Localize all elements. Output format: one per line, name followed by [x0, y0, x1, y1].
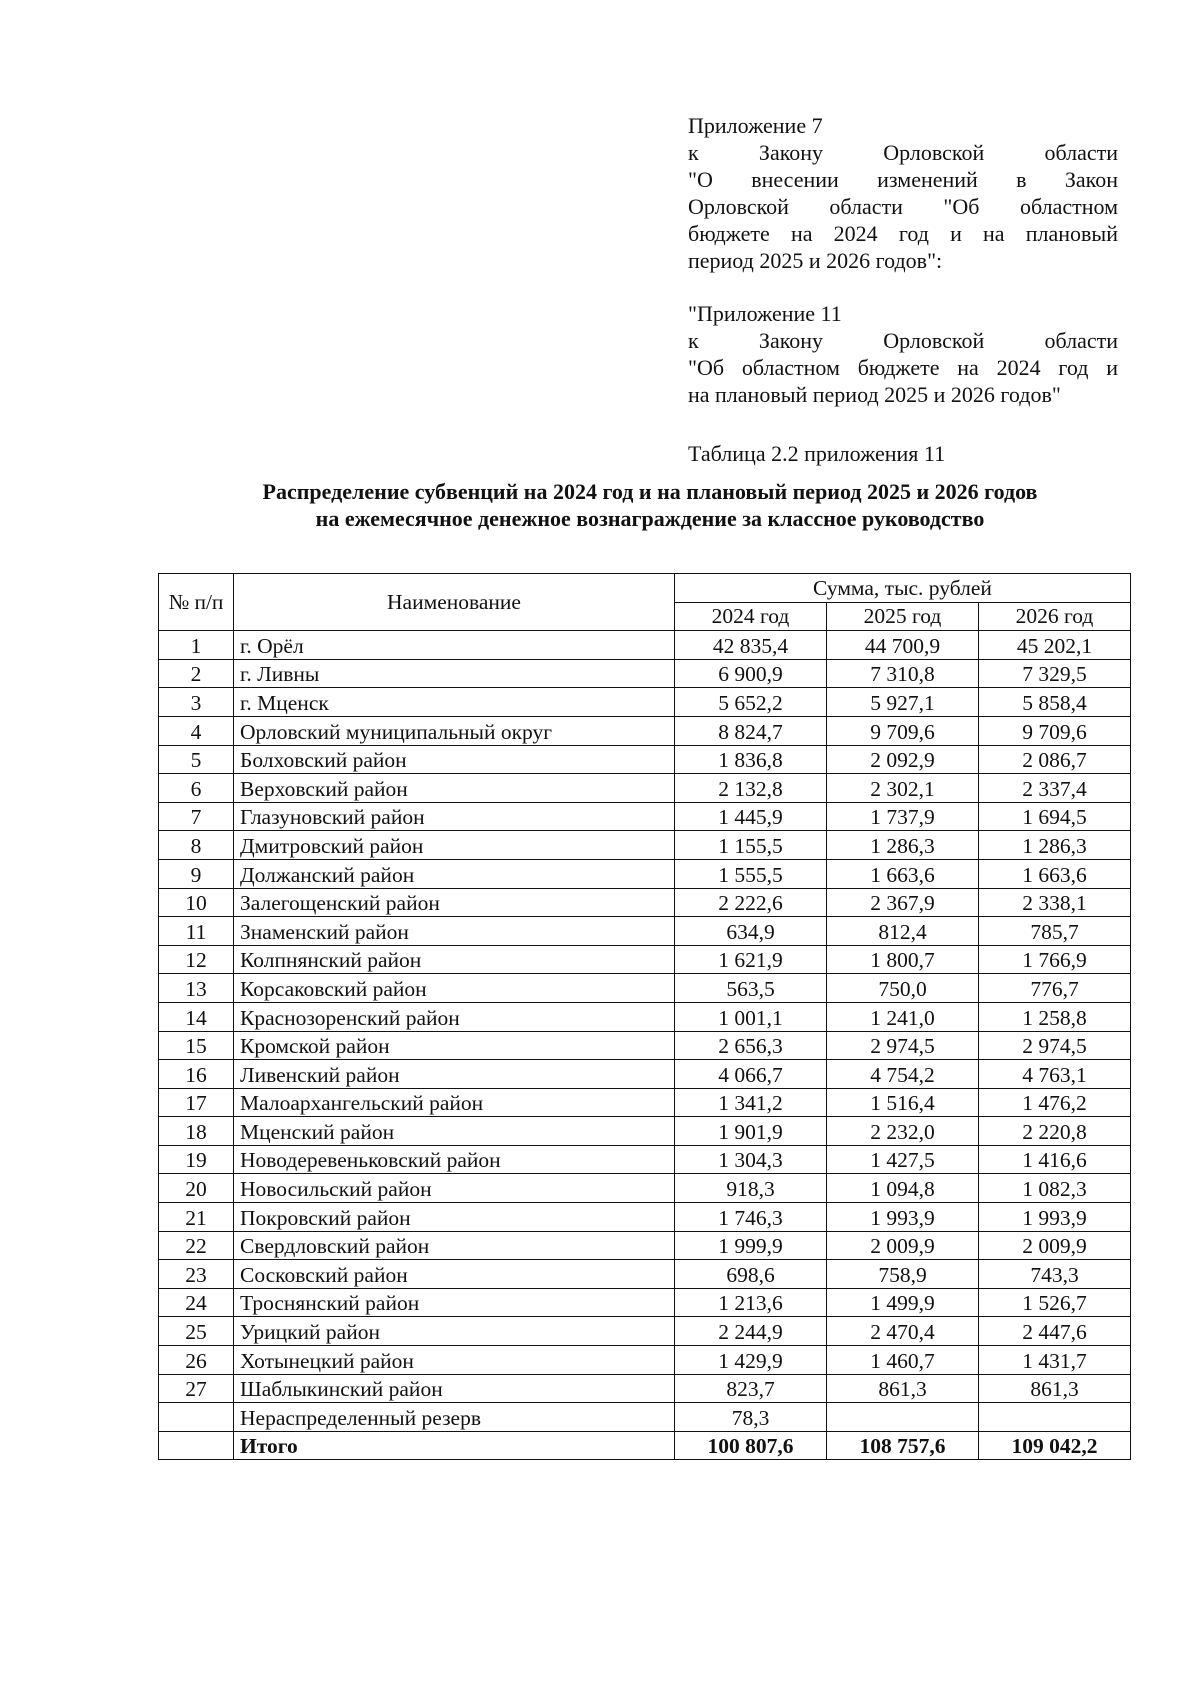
row-number: 3: [159, 688, 234, 717]
sum-2026: 1 526,7: [979, 1288, 1131, 1317]
row-number: 11: [159, 917, 234, 946]
sum-2024: 563,5: [675, 974, 827, 1003]
table-row: [159, 1174, 1131, 1203]
sum-2024: 1 746,3: [675, 1203, 827, 1232]
annex-line: период 2025 и 2026 годов":: [688, 248, 943, 273]
sum-2024: 1 555,5: [675, 859, 827, 888]
municipality-name: Верховский район: [234, 774, 675, 803]
header-year-2026: 2026 год: [979, 602, 1131, 631]
sum-2024: 2 244,9: [675, 1317, 827, 1346]
table-row: [159, 1088, 1131, 1117]
row-number: 12: [159, 945, 234, 974]
table-row: [159, 1231, 1131, 1260]
sum-2025: 2 367,9: [827, 888, 979, 917]
table-row: [159, 1374, 1131, 1403]
sum-2024: 42 835,4: [675, 631, 827, 660]
sum-2025: 861,3: [827, 1374, 979, 1403]
header-row: [159, 574, 1131, 603]
table-row: [159, 716, 1131, 745]
table-row: [159, 1060, 1131, 1089]
table-row: [159, 1203, 1131, 1232]
row-number: 22: [159, 1231, 234, 1260]
row-number: 18: [159, 1117, 234, 1146]
table-row: [159, 945, 1131, 974]
header-year-2025: 2025 год: [827, 602, 979, 631]
municipality-name: г. Орёл: [234, 631, 675, 660]
sum-2024: 2 656,3: [675, 1031, 827, 1060]
sum-2025: 1 800,7: [827, 945, 979, 974]
sum-2026: 9 709,6: [979, 716, 1131, 745]
municipality-name: Мценский район: [234, 1117, 675, 1146]
sum-2025: 2 470,4: [827, 1317, 979, 1346]
header-no: № п/п: [159, 574, 234, 631]
annex-line: "Приложение 11: [688, 301, 842, 326]
table-row: [159, 1002, 1131, 1031]
sum-2025: 1 993,9: [827, 1203, 979, 1232]
row-number: 13: [159, 974, 234, 1003]
municipality-name: Покровский район: [234, 1203, 675, 1232]
sum-2026: 1 766,9: [979, 945, 1131, 974]
municipality-name: Орловский муниципальный округ: [234, 716, 675, 745]
table-row: [159, 1031, 1131, 1060]
row-number: 27: [159, 1374, 234, 1403]
sum-2025: 1 241,0: [827, 1002, 979, 1031]
sum-2025: 758,9: [827, 1260, 979, 1289]
annex-line: бюджете на 2024 год и на плановый: [688, 221, 1118, 246]
municipality-name: Кромской район: [234, 1031, 675, 1060]
annex-line: к Закону Орловской области: [688, 140, 1118, 165]
row-number: 16: [159, 1060, 234, 1089]
table-reference: Таблица 2.2 приложения 11: [688, 441, 946, 466]
table-row: [159, 659, 1131, 688]
sum-2025: [827, 1403, 979, 1432]
sum-2025: 750,0: [827, 974, 979, 1003]
table-row: [159, 802, 1131, 831]
table-row: [159, 831, 1131, 860]
table-row: [159, 1317, 1131, 1346]
sum-2025: 9 709,6: [827, 716, 979, 745]
sum-2026: 776,7: [979, 974, 1131, 1003]
row-number: 15: [159, 1031, 234, 1060]
header-name: Наименование: [234, 574, 675, 631]
row-number: 10: [159, 888, 234, 917]
row-number: 19: [159, 1145, 234, 1174]
sum-2026: 2 086,7: [979, 745, 1131, 774]
sum-2025: 812,4: [827, 917, 979, 946]
row-number: [159, 1431, 234, 1460]
municipality-name: Должанский район: [234, 859, 675, 888]
sum-2024: 1 213,6: [675, 1288, 827, 1317]
table-row: [159, 745, 1131, 774]
municipality-name: г. Ливны: [234, 659, 675, 688]
row-number: 7: [159, 802, 234, 831]
sum-2026: 861,3: [979, 1374, 1131, 1403]
sum-2025: 1 737,9: [827, 802, 979, 831]
heading-line-2: на ежемесячное денежное вознаграждение за классное руководство: [315, 506, 985, 531]
sum-2025: 108 757,6: [827, 1431, 979, 1460]
sum-2026: 1 431,7: [979, 1346, 1131, 1375]
total-row: [159, 1431, 1131, 1460]
sum-2024: 1 999,9: [675, 1231, 827, 1260]
table-row: [159, 1346, 1131, 1375]
sum-2025: 1 663,6: [827, 859, 979, 888]
sum-2026: 743,3: [979, 1260, 1131, 1289]
row-number: 6: [159, 774, 234, 803]
row-number: 24: [159, 1288, 234, 1317]
sum-2026: 2 220,8: [979, 1117, 1131, 1146]
sum-2024: 1 341,2: [675, 1088, 827, 1117]
annex-11-block: [688, 300, 1118, 408]
row-number: 14: [159, 1002, 234, 1031]
table-row: [159, 917, 1131, 946]
row-number: [159, 1403, 234, 1432]
table-row: [159, 974, 1131, 1003]
sum-2025: 1 499,9: [827, 1288, 979, 1317]
sum-2024: 698,6: [675, 1260, 827, 1289]
sum-2025: 44 700,9: [827, 631, 979, 660]
municipality-name: Краснозоренский район: [234, 1002, 675, 1031]
sum-2024: 8 824,7: [675, 716, 827, 745]
annex-line: к Закону Орловской области: [688, 328, 1118, 353]
sum-2026: 2 447,6: [979, 1317, 1131, 1346]
total-label: Итого: [234, 1431, 675, 1460]
sum-2026: 2 974,5: [979, 1031, 1131, 1060]
sum-2024: 1 621,9: [675, 945, 827, 974]
table-body: [159, 631, 1131, 1460]
table-row: [159, 1288, 1131, 1317]
sum-2024: 2 222,6: [675, 888, 827, 917]
sum-2026: 1 694,5: [979, 802, 1131, 831]
municipality-name: Свердловский район: [234, 1231, 675, 1260]
annex-line: на плановый период 2025 и 2026 годов": [688, 382, 1061, 407]
municipality-name: Сосковский район: [234, 1260, 675, 1289]
sum-2024: 1 001,1: [675, 1002, 827, 1031]
sum-2024: 6 900,9: [675, 659, 827, 688]
municipality-name: Болховский район: [234, 745, 675, 774]
sum-2026: 109 042,2: [979, 1431, 1131, 1460]
sum-2024: 4 066,7: [675, 1060, 827, 1089]
sum-2026: 7 329,5: [979, 659, 1131, 688]
row-number: 4: [159, 716, 234, 745]
sum-2025: 4 754,2: [827, 1060, 979, 1089]
sum-2024: 823,7: [675, 1374, 827, 1403]
sum-2024: 2 132,8: [675, 774, 827, 803]
annex-line: "Об областном бюджете на 2024 год и: [688, 355, 1118, 380]
sum-2026: 2 337,4: [979, 774, 1131, 803]
sum-2024: 1 901,9: [675, 1117, 827, 1146]
row-number: 17: [159, 1088, 234, 1117]
annex-line: Приложение 7: [688, 113, 823, 138]
sum-2025: 2 974,5: [827, 1031, 979, 1060]
sum-2026: 1 993,9: [979, 1203, 1131, 1232]
sum-2024: 1 304,3: [675, 1145, 827, 1174]
row-number: 8: [159, 831, 234, 860]
sum-2024: 1 429,9: [675, 1346, 827, 1375]
row-number: 25: [159, 1317, 234, 1346]
municipality-name: Ливенский район: [234, 1060, 675, 1089]
sum-2026: 1 663,6: [979, 859, 1131, 888]
table-row: [159, 1145, 1131, 1174]
table-row: [159, 631, 1131, 660]
sum-2026: 1 082,3: [979, 1174, 1131, 1203]
table-row: [159, 1117, 1131, 1146]
municipality-name: Глазуновский район: [234, 802, 675, 831]
row-number: 21: [159, 1203, 234, 1232]
sum-2026: 4 763,1: [979, 1060, 1131, 1089]
sum-2026: 1 416,6: [979, 1145, 1131, 1174]
sum-2025: 1 460,7: [827, 1346, 979, 1375]
row-number: 1: [159, 631, 234, 660]
table-heading: [150, 478, 1150, 532]
sum-2024: 634,9: [675, 917, 827, 946]
header-sum: Сумма, тыс. рублей: [675, 574, 1131, 603]
sum-2025: 1 094,8: [827, 1174, 979, 1203]
municipality-name: Залегощенский район: [234, 888, 675, 917]
annex-line: Орловской области "Об областном: [688, 194, 1118, 219]
municipality-name: Дмитровский район: [234, 831, 675, 860]
sum-2026: 45 202,1: [979, 631, 1131, 660]
row-number: 23: [159, 1260, 234, 1289]
sum-2026: 1 476,2: [979, 1088, 1131, 1117]
sum-2025: 2 302,1: [827, 774, 979, 803]
subsidy-table: [158, 573, 1131, 1460]
sum-2026: 1 286,3: [979, 831, 1131, 860]
table-row: [159, 1403, 1131, 1432]
municipality-name: Урицкий район: [234, 1317, 675, 1346]
sum-2025: 5 927,1: [827, 688, 979, 717]
municipality-name: Новодеревеньковский район: [234, 1145, 675, 1174]
municipality-name: Знаменский район: [234, 917, 675, 946]
sum-2025: 2 232,0: [827, 1117, 979, 1146]
sum-2026: [979, 1403, 1131, 1432]
row-number: 9: [159, 859, 234, 888]
municipality-name: Шаблыкинский район: [234, 1374, 675, 1403]
sum-2024: 78,3: [675, 1403, 827, 1432]
sum-2026: 5 858,4: [979, 688, 1131, 717]
sum-2024: 1 836,8: [675, 745, 827, 774]
municipality-name: Троснянский район: [234, 1288, 675, 1317]
table-row: [159, 774, 1131, 803]
sum-2024: 5 652,2: [675, 688, 827, 717]
sum-2025: 1 516,4: [827, 1088, 979, 1117]
sum-2026: 1 258,8: [979, 1002, 1131, 1031]
table-row: [159, 859, 1131, 888]
municipality-name: Колпнянский район: [234, 945, 675, 974]
municipality-name: г. Мценск: [234, 688, 675, 717]
row-number: 20: [159, 1174, 234, 1203]
row-number: 26: [159, 1346, 234, 1375]
municipality-name: Новосильский район: [234, 1174, 675, 1203]
table-row: [159, 888, 1131, 917]
sum-2026: 785,7: [979, 917, 1131, 946]
sum-2024: 1 155,5: [675, 831, 827, 860]
sum-2024: 918,3: [675, 1174, 827, 1203]
header-year-2024: 2024 год: [675, 602, 827, 631]
sum-2024: 100 807,6: [675, 1431, 827, 1460]
municipality-name: Малоархангельский район: [234, 1088, 675, 1117]
sum-2024: 1 445,9: [675, 802, 827, 831]
municipality-name: Нераспределенный резерв: [234, 1403, 675, 1432]
heading-line-1: Распределение субвенций на 2024 год и на плановый период 2025 и 2026 годов: [262, 479, 1038, 504]
annex-line: "О внесении изменений в Закон: [688, 167, 1118, 192]
table-row: [159, 688, 1131, 717]
sum-2025: 1 427,5: [827, 1145, 979, 1174]
sum-2026: 2 338,1: [979, 888, 1131, 917]
municipality-name: Корсаковский район: [234, 974, 675, 1003]
sum-2025: 2 092,9: [827, 745, 979, 774]
sum-2025: 7 310,8: [827, 659, 979, 688]
table-row: [159, 1260, 1131, 1289]
row-number: 5: [159, 745, 234, 774]
municipality-name: Хотынецкий район: [234, 1346, 675, 1375]
annex-7-block: [688, 112, 1118, 274]
sum-2026: 2 009,9: [979, 1231, 1131, 1260]
row-number: 2: [159, 659, 234, 688]
sum-2025: 2 009,9: [827, 1231, 979, 1260]
sum-2025: 1 286,3: [827, 831, 979, 860]
